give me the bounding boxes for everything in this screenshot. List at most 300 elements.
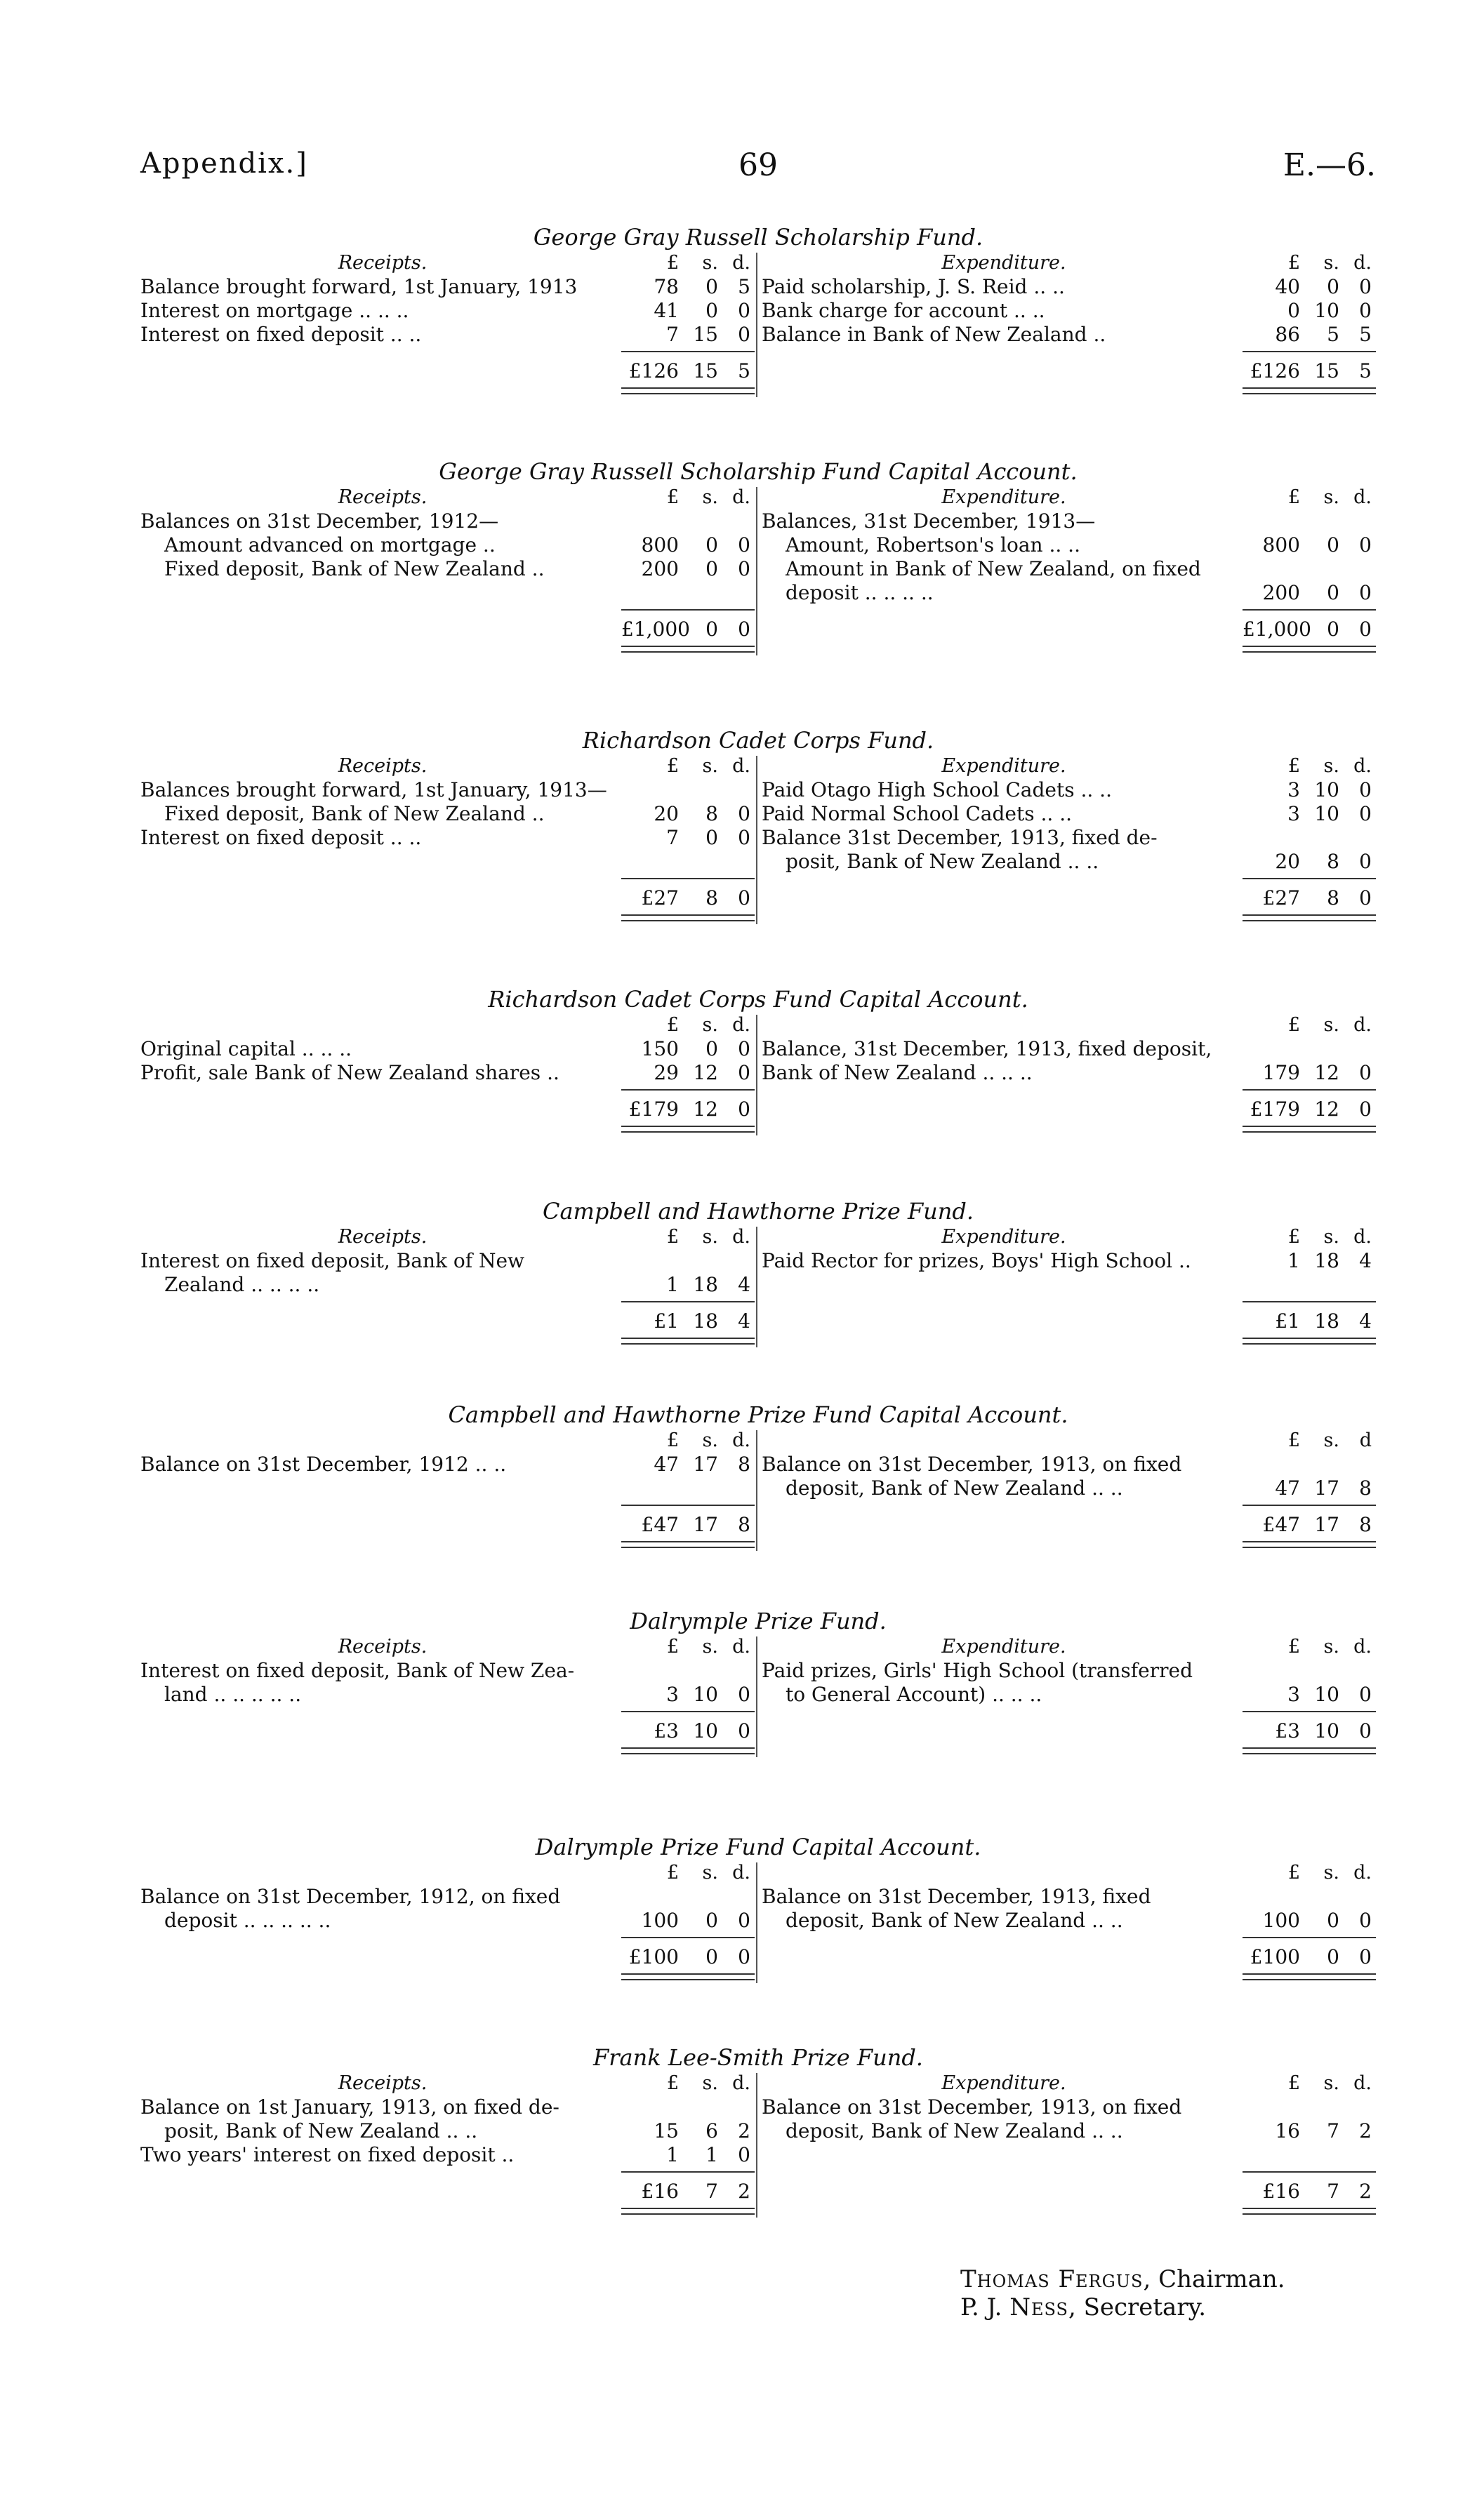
shillings-cell: 0 xyxy=(705,533,718,556)
fund-title: Frank Lee-Smith Prize Fund. xyxy=(593,2044,923,2071)
pence-cell: 0 xyxy=(1359,1719,1372,1742)
shillings-cell: s. xyxy=(702,252,718,274)
receipts-total xyxy=(621,1505,755,1536)
pence-cell: 0 xyxy=(738,2143,750,2166)
pounds-cell: 7 xyxy=(666,826,679,849)
double-rule xyxy=(1243,1338,1376,1345)
expenditure-column xyxy=(762,1635,1376,1742)
amount-cells xyxy=(1243,1945,1376,1969)
pence-cell: 0 xyxy=(738,1945,750,1968)
entry-row xyxy=(762,1453,1376,1476)
amount-cells xyxy=(621,1719,755,1743)
receipts-column xyxy=(140,486,755,641)
expenditure-column xyxy=(762,251,1376,382)
double-rule xyxy=(1243,1747,1376,1754)
shillings-cell: s. xyxy=(702,1862,718,1884)
pounds-cell: £3 xyxy=(1275,1719,1300,1742)
amount-cells xyxy=(621,1453,755,1476)
shillings-cell: s. xyxy=(702,1014,718,1036)
column-divider xyxy=(756,487,757,655)
column-header-row xyxy=(140,1225,755,1249)
pence-cell: 5 xyxy=(1359,323,1372,346)
amount-cells xyxy=(1243,533,1376,557)
expenditure-total xyxy=(1243,1505,1376,1536)
shillings-cell: 0 xyxy=(1327,533,1339,556)
pounds-cell: £27 xyxy=(641,886,679,909)
pence-cell: d. xyxy=(732,755,750,777)
receipts-heading: Receipts. xyxy=(338,2072,428,2094)
shillings-cell: s. xyxy=(1323,1862,1339,1884)
pence-cell: d. xyxy=(732,1014,750,1036)
pounds-cell: £126 xyxy=(628,359,679,382)
entry-row xyxy=(140,802,755,826)
pence-cell: d. xyxy=(732,1429,750,1451)
pounds-cell: 3 xyxy=(1287,802,1300,825)
shillings-cell: 12 xyxy=(1314,1098,1339,1121)
amount-cells xyxy=(621,1683,755,1707)
pounds-cell: £ xyxy=(1287,252,1300,274)
entry-row xyxy=(762,557,1376,581)
fund-title: Dalrymple Prize Fund Capital Account. xyxy=(535,1834,981,1860)
shillings-cell: 7 xyxy=(705,2180,718,2203)
entry-text: Two years' interest on fixed deposit .. xyxy=(140,2143,515,2166)
entry-text: land .. .. .. .. .. xyxy=(164,1683,302,1706)
expenditure-column xyxy=(762,486,1376,641)
pounds-cell: 100 xyxy=(641,1909,679,1932)
shillings-cell: 15 xyxy=(693,323,718,346)
entry-row xyxy=(762,275,1376,299)
double-rule xyxy=(621,387,755,394)
column-header-row xyxy=(140,1013,755,1037)
pounds-cell: 1 xyxy=(666,1273,679,1296)
shillings-cell: s. xyxy=(1323,2072,1339,2094)
entry-text: Paid Normal School Cadets .. .. xyxy=(762,802,1072,825)
entry-text: Balance on 31st December, 1912 .. .. xyxy=(140,1453,507,1476)
amount-cells xyxy=(621,1309,755,1333)
amount-cells xyxy=(621,299,755,323)
shillings-cell: 17 xyxy=(693,1513,718,1536)
column-divider xyxy=(756,1227,757,1347)
pounds-cell: 800 xyxy=(1262,533,1300,556)
secretary-line xyxy=(960,2293,1285,2321)
pounds-cell: £47 xyxy=(1262,1513,1300,1536)
receipts-heading: Receipts. xyxy=(338,252,428,274)
pounds-cell: £27 xyxy=(1262,886,1300,909)
receipts-heading: Receipts. xyxy=(338,1636,428,1658)
column-header-row xyxy=(140,1635,755,1659)
shillings-cell: s. xyxy=(702,1636,718,1658)
amount-cells xyxy=(621,754,755,778)
entry-row xyxy=(140,1061,755,1085)
shillings-cell: 8 xyxy=(1327,850,1339,873)
fund-block xyxy=(140,1607,1376,1742)
pence-cell: 4 xyxy=(1359,1309,1372,1333)
receipts-total xyxy=(621,351,755,382)
amount-cells xyxy=(621,886,755,910)
entry-text: Paid Otago High School Cadets .. .. xyxy=(762,778,1112,801)
shillings-cell: 0 xyxy=(705,299,718,322)
shillings-cell: 12 xyxy=(693,1098,718,1121)
pounds-cell: £ xyxy=(1287,2072,1300,2094)
amount-cells xyxy=(1243,2180,1376,2204)
pence-cell: d. xyxy=(1353,486,1372,508)
entry-text: Balance on 31st December, 1912, on fixed xyxy=(140,1885,561,1908)
entry-text: Interest on fixed deposit .. .. xyxy=(140,323,422,346)
column-header-row xyxy=(140,251,755,275)
expenditure-total xyxy=(1243,1301,1376,1333)
entry-text: posit, Bank of New Zealand .. .. xyxy=(164,2119,478,2142)
amount-cells xyxy=(1243,486,1376,509)
amount-cells xyxy=(621,802,755,826)
secretary-initials: P. J. xyxy=(960,2293,1010,2321)
shillings-cell: 18 xyxy=(693,1309,718,1333)
pounds-cell: 15 xyxy=(654,2119,679,2142)
pounds-cell: £ xyxy=(1287,1429,1300,1451)
column-header-row xyxy=(762,1013,1376,1037)
amount-cells xyxy=(1243,1013,1376,1037)
column-header-row xyxy=(762,251,1376,275)
amount-cells xyxy=(1243,2119,1376,2143)
pounds-cell: 20 xyxy=(1275,850,1300,873)
receipts-column xyxy=(140,1861,755,1968)
shillings-cell: s. xyxy=(702,755,718,777)
entry-row xyxy=(140,275,755,299)
pounds-cell: 3 xyxy=(666,1683,679,1706)
column-divider xyxy=(756,1636,757,1757)
double-rule xyxy=(1243,1541,1376,1548)
pence-cell: 0 xyxy=(738,1683,750,1706)
expenditure-column xyxy=(762,1013,1376,1121)
double-rule xyxy=(621,1338,755,1345)
entry-row xyxy=(762,1037,1376,1061)
entry-text: Balance on 31st December, 1913, on fixed xyxy=(762,2095,1182,2119)
pence-cell: 0 xyxy=(738,1909,750,1932)
column-divider xyxy=(756,756,757,924)
pounds-cell: 86 xyxy=(1275,323,1300,346)
pounds-cell: £ xyxy=(1287,1636,1300,1658)
pounds-cell: £47 xyxy=(641,1513,679,1536)
receipts-total xyxy=(621,1301,755,1333)
shillings-cell: s. xyxy=(702,486,718,508)
entry-row xyxy=(762,1885,1376,1909)
fund-title: Dalrymple Prize Fund. xyxy=(630,1608,887,1634)
pounds-cell: £ xyxy=(1287,1226,1300,1248)
amount-cells xyxy=(621,359,755,383)
expenditure-column xyxy=(762,2072,1376,2203)
amount-cells xyxy=(621,251,755,275)
pence-cell: 4 xyxy=(738,1309,750,1333)
pounds-cell: 200 xyxy=(641,557,679,580)
chairman-role: , Chairman. xyxy=(1143,2265,1285,2293)
pounds-cell: 41 xyxy=(654,299,679,322)
shillings-cell: s. xyxy=(702,1429,718,1451)
shillings-cell: 0 xyxy=(705,1037,718,1060)
pounds-cell: 1 xyxy=(666,2143,679,2166)
entry-text: Balance 31st December, 1913, fixed de- xyxy=(762,826,1158,849)
column-header-row xyxy=(762,2072,1376,2095)
shillings-cell: 0 xyxy=(1327,1909,1339,1932)
pence-cell: d. xyxy=(1353,252,1372,274)
pence-cell: 0 xyxy=(1359,802,1372,825)
shillings-cell: s. xyxy=(1323,755,1339,777)
receipts-total xyxy=(621,2171,755,2203)
pounds-cell: £ xyxy=(666,486,679,508)
entry-text: deposit .. .. .. .. .. xyxy=(164,1909,331,1932)
amount-cells xyxy=(1243,1476,1376,1500)
receipts-heading: Receipts. xyxy=(338,755,428,777)
amount-cells xyxy=(1243,1249,1376,1273)
entry-text: posit, Bank of New Zealand .. .. xyxy=(786,850,1099,873)
shillings-cell: 10 xyxy=(1314,802,1339,825)
fund-block xyxy=(140,223,1376,382)
pence-cell: d. xyxy=(1353,2072,1372,2094)
amount-cells xyxy=(621,557,755,581)
entry-row xyxy=(140,2119,755,2143)
entry-text: deposit, Bank of New Zealand .. .. xyxy=(786,1476,1123,1500)
double-rule xyxy=(621,914,755,921)
shillings-cell: 0 xyxy=(1327,618,1339,641)
column-header-row xyxy=(762,1225,1376,1249)
pence-cell: 0 xyxy=(738,618,750,641)
entry-text: Balances, 31st December, 1913— xyxy=(762,509,1096,533)
amount-cells xyxy=(1243,1635,1376,1659)
amount-cells xyxy=(621,2072,755,2095)
pounds-cell: £ xyxy=(666,2072,679,2094)
shillings-cell: s. xyxy=(1323,252,1339,274)
pence-cell: d. xyxy=(732,1636,750,1658)
shillings-cell: s. xyxy=(702,1226,718,1248)
appendix-label: Appendix.] xyxy=(140,147,308,180)
expenditure-heading: Expenditure. xyxy=(941,2072,1066,2094)
pounds-cell: 3 xyxy=(1287,778,1300,801)
chairman-name: Thomas Fergus xyxy=(960,2265,1144,2293)
entry-text: Interest on fixed deposit .. .. xyxy=(140,826,422,849)
amount-cells xyxy=(1243,2072,1376,2095)
shillings-cell: s. xyxy=(1323,1014,1339,1036)
shillings-cell: 18 xyxy=(1314,1249,1339,1272)
entry-text: deposit, Bank of New Zealand .. .. xyxy=(786,2119,1123,2142)
receipts-total xyxy=(621,1711,755,1742)
shillings-cell: 18 xyxy=(693,1273,718,1296)
expenditure-heading: Expenditure. xyxy=(941,1636,1066,1658)
entry-text: Fixed deposit, Bank of New Zealand .. xyxy=(164,557,545,580)
expenditure-heading: Expenditure. xyxy=(941,486,1066,508)
pence-cell: 8 xyxy=(1359,1476,1372,1500)
shillings-cell: 8 xyxy=(1327,886,1339,909)
pounds-cell: £100 xyxy=(1250,1945,1300,1968)
entry-row xyxy=(762,533,1376,557)
pence-cell: d xyxy=(1359,1429,1372,1451)
pounds-cell: 1 xyxy=(1287,1249,1300,1272)
pence-cell: 0 xyxy=(1359,886,1372,909)
amount-cells xyxy=(621,1061,755,1085)
pence-cell: 0 xyxy=(738,533,750,556)
shillings-cell: 10 xyxy=(693,1719,718,1742)
shillings-cell: 0 xyxy=(1327,581,1339,604)
pounds-cell: 0 xyxy=(1287,299,1300,322)
pence-cell: 0 xyxy=(738,1037,750,1060)
entry-text: Balance brought forward, 1st January, 1913 xyxy=(140,275,578,298)
shillings-cell: 10 xyxy=(693,1683,718,1706)
shillings-cell: 0 xyxy=(705,618,718,641)
entry-row xyxy=(140,1273,755,1297)
double-rule xyxy=(1243,2208,1376,2215)
amount-cells xyxy=(1243,1429,1376,1453)
pounds-cell: £ xyxy=(1287,755,1300,777)
receipts-heading: Receipts. xyxy=(338,486,428,508)
column-header-row xyxy=(762,754,1376,778)
entry-text: Balances brought forward, 1st January, 1913— xyxy=(140,778,607,801)
pence-cell: 5 xyxy=(738,275,750,298)
pence-cell: 0 xyxy=(738,1061,750,1084)
shillings-cell: 8 xyxy=(705,886,718,909)
receipts-column xyxy=(140,1635,755,1742)
receipts-column xyxy=(140,754,755,909)
pounds-cell: 3 xyxy=(1287,1683,1300,1706)
pounds-cell: £ xyxy=(1287,486,1300,508)
shillings-cell: 0 xyxy=(1327,1945,1339,1968)
pence-cell: d. xyxy=(732,252,750,274)
pence-cell: 2 xyxy=(1359,2119,1372,2142)
entry-row xyxy=(762,2095,1376,2119)
shillings-cell: 10 xyxy=(1314,299,1339,322)
receipts-column xyxy=(140,2072,755,2203)
pence-cell: 8 xyxy=(738,1513,750,1536)
pence-cell: 8 xyxy=(1359,1513,1372,1536)
entry-row xyxy=(140,533,755,557)
amount-cells xyxy=(1243,1061,1376,1085)
column-header-row xyxy=(140,2072,755,2095)
column-divider xyxy=(756,1430,757,1551)
entry-row xyxy=(762,850,1376,874)
pounds-cell: 78 xyxy=(654,275,679,298)
shillings-cell: 0 xyxy=(705,1909,718,1932)
pounds-cell: £3 xyxy=(654,1719,679,1742)
entry-row xyxy=(762,581,1376,605)
pence-cell: 0 xyxy=(1359,581,1372,604)
pence-cell: 0 xyxy=(1359,299,1372,322)
fund-block xyxy=(140,458,1376,641)
pounds-cell: £179 xyxy=(1250,1098,1300,1121)
expenditure-column xyxy=(762,1861,1376,1968)
pounds-cell: 20 xyxy=(654,802,679,825)
pence-cell: d. xyxy=(1353,1862,1372,1884)
entry-text: Paid scholarship, J. S. Reid .. .. xyxy=(762,275,1065,298)
shillings-cell: 6 xyxy=(705,2119,718,2142)
pence-cell: 0 xyxy=(1359,1061,1372,1084)
pounds-cell: £16 xyxy=(641,2180,679,2203)
entry-row xyxy=(762,1249,1376,1273)
column-header-row xyxy=(140,754,755,778)
shillings-cell: 8 xyxy=(705,802,718,825)
expenditure-column xyxy=(762,1225,1376,1333)
entry-row xyxy=(762,509,1376,533)
pounds-cell: 47 xyxy=(654,1453,679,1476)
shillings-cell: 0 xyxy=(705,1945,718,1968)
entry-text: Interest on fixed deposit, Bank of New xyxy=(140,1249,525,1272)
shillings-cell: 18 xyxy=(1314,1309,1339,1333)
double-rule xyxy=(1243,1973,1376,1980)
amount-cells xyxy=(621,1909,755,1933)
amount-cells xyxy=(1243,323,1376,347)
pence-cell: 0 xyxy=(738,299,750,322)
amount-cells xyxy=(1243,1098,1376,1121)
amount-cells xyxy=(1243,359,1376,383)
amount-cells xyxy=(621,323,755,347)
expenditure-column xyxy=(762,754,1376,909)
pounds-cell: £ xyxy=(1287,1862,1300,1884)
shillings-cell: 17 xyxy=(1314,1476,1339,1500)
expenditure-total xyxy=(1243,878,1376,909)
shillings-cell: 12 xyxy=(693,1061,718,1084)
entry-text: Paid Rector for prizes, Boys' High School .. xyxy=(762,1249,1191,1272)
expenditure-total xyxy=(1243,351,1376,382)
entry-row xyxy=(762,2119,1376,2143)
entry-text: to General Account) .. .. .. xyxy=(786,1683,1042,1706)
pounds-cell: £100 xyxy=(628,1945,679,1968)
secretary-name: Ness xyxy=(1009,2293,1068,2321)
double-rule xyxy=(621,646,755,653)
amount-cells xyxy=(1243,778,1376,802)
amount-cells xyxy=(621,1945,755,1969)
pence-cell: d. xyxy=(1353,1636,1372,1658)
pounds-cell: £ xyxy=(666,1429,679,1451)
amount-cells xyxy=(621,1273,755,1297)
pence-cell: d. xyxy=(1353,1226,1372,1248)
pence-cell: 5 xyxy=(738,359,750,382)
amount-cells xyxy=(621,1513,755,1537)
entry-row xyxy=(762,323,1376,347)
entry-text: Interest on mortgage .. .. .. xyxy=(140,299,409,322)
column-header-row xyxy=(140,1429,755,1453)
pounds-cell: 800 xyxy=(641,533,679,556)
report-code: E.—6. xyxy=(1283,147,1376,183)
receipts-column xyxy=(140,1013,755,1121)
amount-cells xyxy=(1243,299,1376,323)
entry-text: Balance on 1st January, 1913, on fixed de- xyxy=(140,2095,559,2119)
entry-text: Original capital .. .. .. xyxy=(140,1037,352,1060)
pence-cell: d. xyxy=(732,2072,750,2094)
fund-block xyxy=(140,1197,1376,1333)
amount-cells xyxy=(621,1098,755,1121)
column-header-row xyxy=(762,1429,1376,1453)
amount-cells xyxy=(1243,1513,1376,1537)
amount-cells xyxy=(1243,1861,1376,1885)
pounds-cell: £179 xyxy=(628,1098,679,1121)
shillings-cell: 7 xyxy=(1327,2180,1339,2203)
pence-cell: d. xyxy=(1353,1014,1372,1036)
amount-cells xyxy=(621,826,755,850)
fund-title: Richardson Cadet Corps Fund. xyxy=(582,727,934,754)
amount-cells xyxy=(1243,1909,1376,1933)
fund-block xyxy=(140,2044,1376,2203)
entry-text: Balance on 31st December, 1913, fixed xyxy=(762,1885,1151,1908)
entry-text: Paid prizes, Girls' High School (transferred xyxy=(762,1659,1193,1682)
fund-title: George Gray Russell Scholarship Fund. xyxy=(533,224,983,251)
entry-row xyxy=(140,509,755,533)
pence-cell: 2 xyxy=(738,2180,750,2203)
entry-text: Amount in Bank of New Zealand, on fixed xyxy=(786,557,1201,580)
amount-cells xyxy=(621,2180,755,2204)
expenditure-column xyxy=(762,1429,1376,1536)
double-rule xyxy=(621,1747,755,1754)
pounds-cell: 29 xyxy=(654,1061,679,1084)
entry-row xyxy=(762,1683,1376,1707)
entry-row xyxy=(140,1659,755,1683)
pence-cell: 0 xyxy=(738,1098,750,1121)
entry-text: Fixed deposit, Bank of New Zealand .. xyxy=(164,802,545,825)
entry-text: Balance on 31st December, 1913, on fixed xyxy=(762,1453,1182,1476)
